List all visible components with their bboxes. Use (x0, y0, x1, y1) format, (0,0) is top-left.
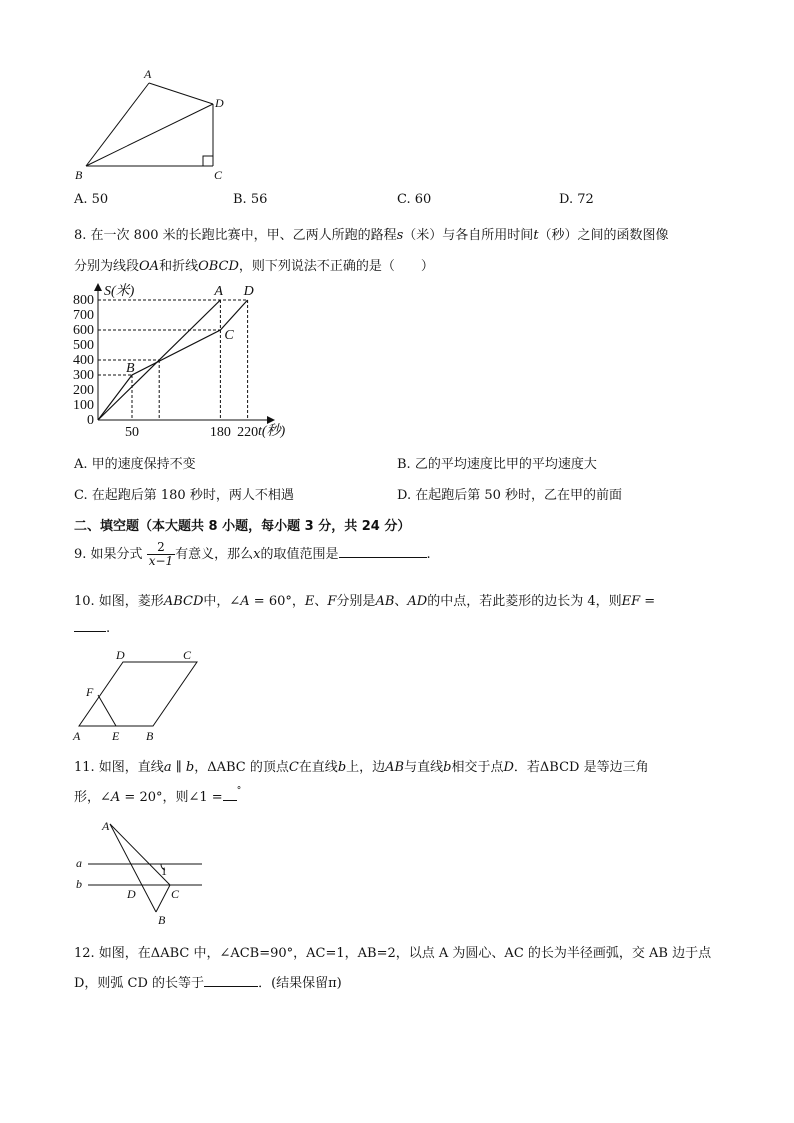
q11-label-c: C (171, 887, 180, 901)
q8-option-c[interactable]: C. 在起跑后第 180 秒时，两人不相遇 (74, 488, 294, 503)
chart-x-label: t(秒) (258, 424, 286, 439)
q11-mid1: ，ΔABC 的顶点 (194, 760, 289, 775)
q11-label-a-point: A (102, 819, 110, 833)
q10-mid5: 的中点，若此菱形的边长为 4，则 (427, 594, 622, 609)
label-b: B (75, 168, 83, 182)
q11-line2-mid: = 20°，则∠1 = (120, 790, 223, 805)
seg-ef (98, 695, 116, 726)
seg-bc (156, 885, 170, 912)
q8-s-var: s (396, 228, 404, 243)
section2-title: 二、填空题（本大题共 8 小题，每小题 3 分，共 24 分） (74, 519, 411, 534)
chart-y-tick-0: 0 (87, 413, 94, 428)
chart-y-label: S(米) (104, 284, 135, 299)
q9-answer-blank[interactable] (339, 545, 427, 558)
q11-parallel-lines-figure (70, 814, 210, 930)
label-a: A (144, 67, 152, 81)
q8-option-b[interactable]: B. 乙的平均速度比甲的平均速度大 (397, 457, 597, 472)
q11-d: D (503, 760, 514, 775)
chart-y-tick-500: 500 (73, 338, 94, 353)
q10-ad: AD (407, 594, 428, 609)
chart-y-tick-300: 300 (73, 368, 94, 383)
q11-pre: 11. 如图，直线 (74, 760, 164, 775)
chart-y-tick-100: 100 (73, 398, 94, 413)
q7-figure (70, 62, 240, 187)
q8-distance-time-chart (60, 280, 320, 445)
q12-line2-post: ．(结果保留π) (258, 976, 342, 991)
q10-rhombus-figure (66, 646, 206, 744)
q8-t-var: t (533, 228, 539, 243)
q10-label-f: F (86, 685, 94, 699)
q11-b: b (185, 760, 195, 775)
q11-label-b-point: B (158, 913, 166, 927)
q8-line1-pre: 8. 在一次 800 米的长跑比赛中，甲、乙两人所跑的路程 (74, 228, 397, 243)
q9-pre: 9. 如果分式 (74, 547, 143, 562)
chart-point-label-d: D (243, 284, 254, 299)
q11-mid2: 在直线 (298, 760, 338, 775)
q11-line1 (74, 756, 649, 775)
q11-mid6: ．若ΔBCD 是等边三角 (513, 760, 649, 775)
q10-label-a: A (73, 729, 81, 743)
q10-sep: 、 (394, 594, 408, 609)
q11-label-angle-1: 1 (161, 864, 167, 878)
q9-numerator: 2 (147, 541, 175, 555)
label-c: C (214, 168, 223, 182)
rhombus-abcd (79, 662, 197, 726)
q8-option-d[interactable]: D. 在起跑后第 50 秒时，乙在甲的前面 (397, 488, 623, 503)
q10-mid2: = 60°， (249, 594, 305, 609)
q11-angle-a: A (110, 790, 121, 805)
chart-point-label-b: B (126, 361, 135, 376)
q9-text (74, 541, 431, 568)
q8-line1-post: （秒）之间的函数图像 (538, 228, 669, 243)
q11-line2-end: ° (236, 786, 242, 796)
q8-line1-mid: （米）与各自所用时间 (403, 228, 534, 243)
q9-post: 的取值范围是 (260, 547, 339, 562)
q12-answer-blank[interactable] (204, 974, 258, 987)
q7-option-c[interactable]: C. 60 (397, 192, 432, 207)
q9-end: . (426, 547, 431, 562)
q10-mid3: 、 (314, 594, 328, 609)
q10-ab: AB (375, 594, 395, 609)
q8-oa: OA (139, 259, 160, 274)
q8-line2-pre: 分别为线段 (74, 259, 140, 274)
chart-x-tick-220: 220 (237, 425, 259, 440)
q10-label-b: B (146, 729, 154, 743)
q10-line2 (74, 619, 110, 636)
q10-label-d: D (116, 648, 125, 662)
q10-line1 (74, 590, 655, 609)
q12-line2-pre: D，则弧 CD 的长等于 (74, 976, 205, 991)
q12-line1: 12. 如图，在ΔABC 中，∠ACB=90°，AC=1，AB=2，以点 A 为圆心、AC 的长为半径画弧，交 AB 边于点 (74, 946, 712, 961)
q10-mid1: 中，∠ (203, 594, 241, 609)
q11-mid5: 相交于点 (451, 760, 504, 775)
chart-y-tick-600: 600 (73, 323, 94, 338)
q9-x-var: x (253, 547, 261, 562)
q10-ef: EF (621, 594, 641, 609)
q11-mid4: 与直线 (404, 760, 444, 775)
q7-option-d[interactable]: D. 72 (559, 192, 594, 207)
q11-b2: b (337, 760, 347, 775)
seg-bd (86, 104, 213, 166)
q10-e: E (304, 594, 315, 609)
q11-label-line-a: a (76, 856, 82, 870)
q10-pre: 10. 如图，菱形 (74, 594, 164, 609)
q10-abcd: ABCD (163, 594, 204, 609)
seg-ab (86, 83, 149, 166)
q10-f: F (327, 594, 337, 609)
q11-label-d: D (127, 887, 136, 901)
q8-option-a[interactable]: A. 甲的速度保持不变 (74, 457, 196, 472)
q8-line1 (74, 224, 669, 243)
q8-obcd: OBCD (198, 259, 239, 274)
q11-answer-blank[interactable] (223, 788, 237, 801)
q9-mid: 有意义，那么 (175, 547, 254, 562)
q11-c: C (288, 760, 299, 775)
right-angle-mark (203, 156, 213, 166)
q11-b3: b (443, 760, 452, 775)
q10-answer-blank[interactable] (74, 619, 106, 632)
q9-denominator: x−1 (148, 554, 174, 568)
q11-label-line-b: b (76, 877, 82, 891)
q7-option-a[interactable]: A. 50 (74, 192, 109, 207)
q10-end: . (106, 621, 111, 636)
q8-line2-post: ，则下列说法不正确的是（ ） (238, 259, 434, 274)
q10-label-c: C (183, 648, 192, 662)
q9-fraction (147, 541, 175, 568)
q11-mid3: 上，边 (346, 760, 386, 775)
q10-eq: = (640, 594, 656, 609)
q8-line2-mid: 和折线 (159, 259, 199, 274)
chart-point-label-a: A (214, 284, 223, 299)
q7-option-b[interactable]: B. 56 (233, 192, 268, 207)
q10-angle-a: A (240, 594, 250, 609)
seg-ad (149, 83, 213, 104)
q10-mid4: 分别是 (336, 594, 376, 609)
q12-line2 (74, 972, 342, 991)
chart-x-tick-50: 50 (125, 425, 139, 440)
chart-y-tick-800: 800 (73, 293, 94, 308)
chart-y-tick-700: 700 (73, 308, 94, 323)
q11-a: a (163, 760, 172, 775)
chart-point-label-c: C (224, 328, 234, 343)
q10-label-e: E (112, 729, 120, 743)
label-d: D (215, 96, 224, 110)
q11-ab: AB (385, 760, 405, 775)
q11-par: ∥ (171, 760, 186, 775)
q11-line2-pre: 形，∠ (74, 790, 111, 805)
chart-y-tick-400: 400 (73, 353, 94, 368)
q8-line2 (74, 255, 434, 274)
chart-y-tick-200: 200 (73, 383, 94, 398)
q11-line2 (74, 786, 241, 805)
chart-x-tick-180: 180 (209, 425, 231, 440)
